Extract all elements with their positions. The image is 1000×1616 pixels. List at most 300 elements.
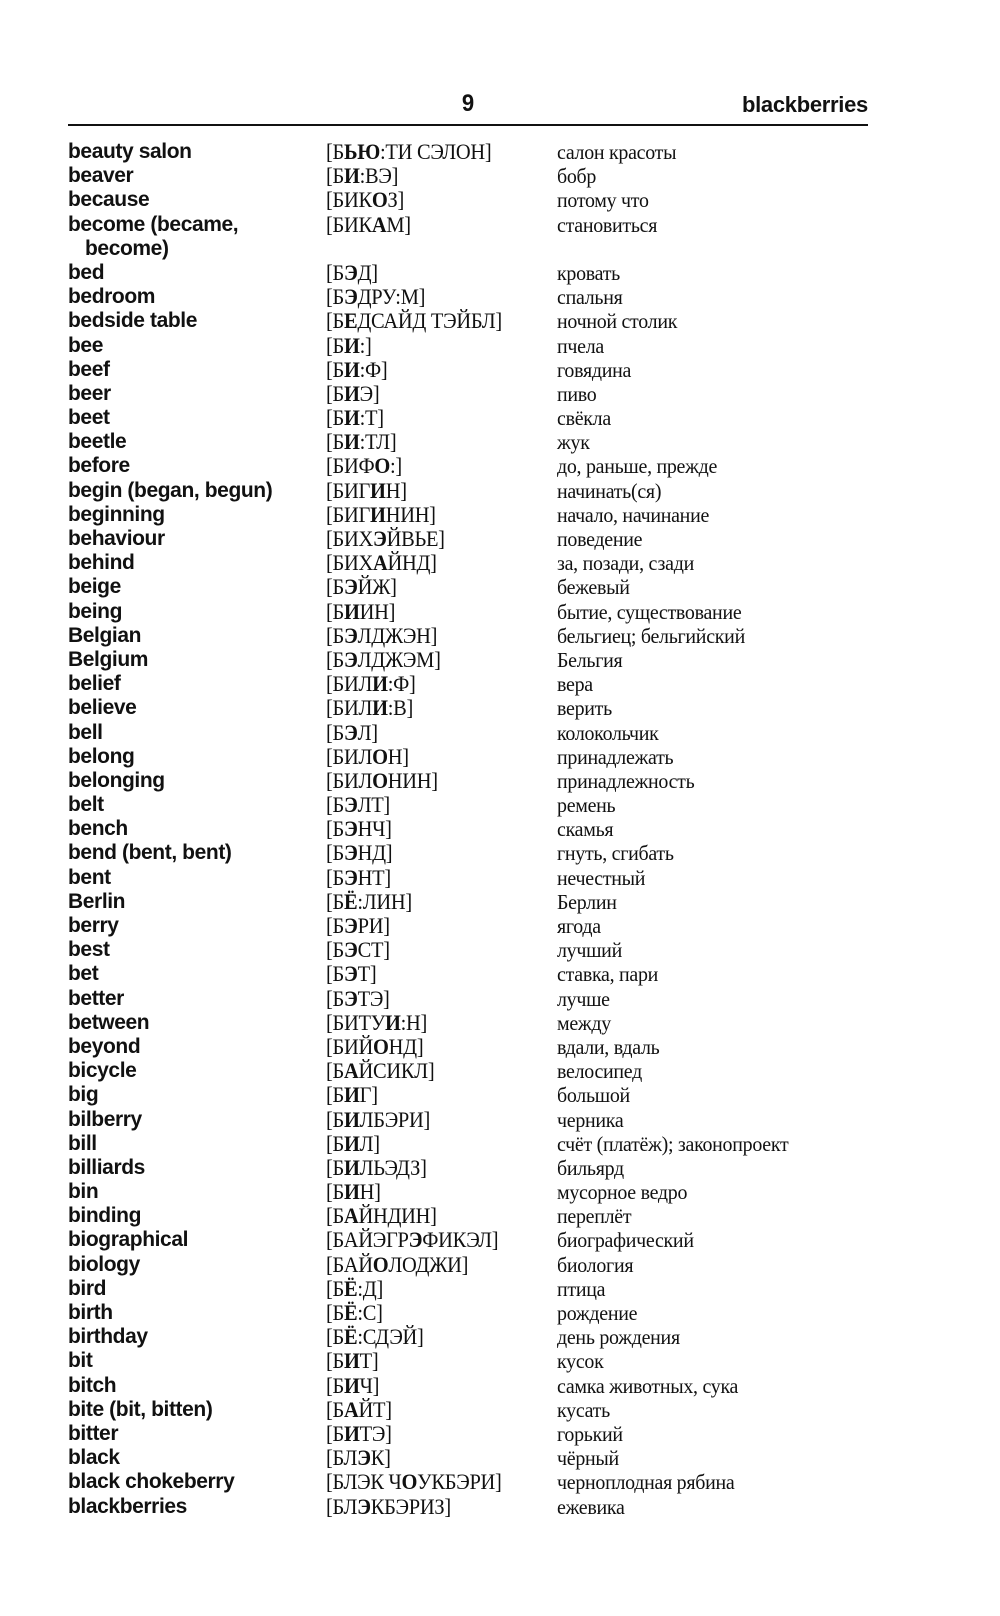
pron-before: [Б <box>326 1324 345 1350</box>
dictionary-entry <box>68 1470 948 1494</box>
pron-stressed: О <box>373 1033 389 1059</box>
pron-after: :ТИ СЭЛОН] <box>380 139 492 164</box>
dictionary-entry <box>68 600 948 624</box>
translation: спальня <box>557 285 623 310</box>
headword-text: birth <box>68 1301 113 1325</box>
translation: до, раньше, прежде <box>557 454 718 479</box>
translation: ягода <box>557 914 601 939</box>
pron-stressed: Э <box>344 985 358 1011</box>
pronunciation <box>326 454 402 478</box>
pron-stressed: И <box>384 1009 401 1035</box>
pronunciation <box>326 890 412 914</box>
headword <box>68 309 326 333</box>
pron-stressed: И <box>344 1154 360 1180</box>
pron-stressed: О <box>374 453 391 479</box>
headword-text: billiards <box>68 1155 145 1179</box>
pronunciation <box>326 479 407 503</box>
dictionary-entry <box>68 334 948 358</box>
translation: между <box>557 1010 611 1035</box>
headword-text: behaviour <box>68 527 165 551</box>
headword-text: better <box>68 986 124 1010</box>
pron-stressed: Ё <box>344 1324 358 1350</box>
pronunciation <box>326 1228 498 1252</box>
dictionary-entry <box>68 1156 948 1180</box>
dictionary-entry <box>68 309 948 333</box>
pronunciation <box>326 1422 392 1446</box>
pron-stressed: И <box>344 380 360 406</box>
translation: бытие, существование <box>557 599 742 624</box>
headword <box>68 1059 326 1083</box>
pron-after: Т] <box>357 961 377 987</box>
page-header <box>68 88 868 126</box>
headword <box>68 987 326 1011</box>
headword-text: before <box>68 454 130 478</box>
pronunciation <box>326 866 391 890</box>
dictionary-entry <box>68 745 948 769</box>
translation: пиво <box>557 381 597 406</box>
headword <box>68 188 326 212</box>
pronunciation <box>326 1108 430 1132</box>
pronunciation <box>326 406 384 430</box>
translation: биографический <box>557 1228 694 1253</box>
translation: черника <box>557 1107 624 1132</box>
pron-stressed: Э <box>373 526 387 552</box>
headword <box>68 1398 326 1422</box>
pron-before: [Б <box>326 139 345 164</box>
pron-stressed: О <box>372 743 388 769</box>
pron-before: [Б <box>326 429 345 455</box>
pron-stressed: И <box>344 1348 360 1374</box>
dictionary-entry <box>68 479 948 503</box>
headword-text: Berlin <box>68 889 126 913</box>
pron-after: :] <box>390 453 402 479</box>
pron-before: [Б <box>326 259 345 285</box>
pron-after: :В] <box>387 695 414 721</box>
dictionary-entry <box>68 1204 948 1228</box>
translation: бельгиец; бельгийский <box>557 623 745 648</box>
dictionary-entry <box>68 454 948 478</box>
pronunciation <box>326 769 438 793</box>
headword-text: bird <box>68 1276 107 1300</box>
pron-before: [Б <box>326 1396 345 1422</box>
pronunciation <box>326 648 441 672</box>
headword <box>68 1228 326 1252</box>
pron-before: [Б <box>326 1058 345 1084</box>
translation: принадлежать <box>557 744 674 769</box>
pron-before: [Б <box>326 622 345 648</box>
pron-stressed: О <box>372 767 388 793</box>
pronunciation <box>326 721 378 745</box>
dictionary-entry <box>68 987 948 1011</box>
headword-text: belt <box>68 793 104 817</box>
translation: ночной столик <box>557 309 678 334</box>
pron-before: [БАЙЭГР <box>326 1227 409 1253</box>
pron-before: [БИЛ <box>326 671 373 697</box>
pron-after: ЙТ] <box>358 1396 392 1422</box>
pronunciation <box>326 1204 437 1228</box>
pron-after: М] <box>386 211 411 237</box>
dictionary-entry <box>68 1083 948 1107</box>
pron-stressed: Э <box>344 816 358 842</box>
pron-stressed: И <box>344 429 360 455</box>
dictionary-entry <box>68 1301 948 1325</box>
pron-before: [Б <box>326 1348 345 1374</box>
headword <box>68 430 326 454</box>
dictionary-entry <box>68 866 948 890</box>
pron-after: ЛДЖЭН] <box>357 622 438 648</box>
headword-text: bilberry <box>68 1107 142 1131</box>
headword <box>68 914 326 938</box>
headword <box>68 1253 326 1277</box>
headword <box>68 841 326 865</box>
pronunciation <box>326 1132 380 1156</box>
dictionary-entry <box>68 164 948 188</box>
headword-text: beef <box>68 357 110 381</box>
pronunciation <box>326 624 437 648</box>
headword <box>68 600 326 624</box>
headword-text: bicycle <box>68 1059 137 1083</box>
pron-after: Н] <box>359 1179 381 1205</box>
pron-stressed: Э <box>344 259 358 285</box>
pron-stressed: И <box>370 501 386 527</box>
dictionary-entry <box>68 793 948 817</box>
headword <box>68 1132 326 1156</box>
pron-stressed: И <box>344 356 360 382</box>
pron-before: [Б <box>326 1275 345 1301</box>
headword-text: bin <box>68 1180 99 1204</box>
pron-stressed: О <box>401 1469 418 1495</box>
pron-before: [Б <box>326 380 345 406</box>
pron-after: ТЭ] <box>359 1420 392 1446</box>
pron-after: Л] <box>357 719 378 745</box>
pron-after: Э] <box>359 380 380 406</box>
pron-before: [БЛЭК Ч <box>326 1469 402 1495</box>
headword-text: being <box>68 599 122 623</box>
translation: горький <box>557 1421 623 1446</box>
headword <box>68 1446 326 1470</box>
pron-after: ЙВЬЕ] <box>386 526 445 552</box>
pron-before: [Б <box>326 1420 345 1446</box>
dictionary-entry <box>68 551 948 575</box>
pron-before: [Б <box>326 961 345 987</box>
dictionary-entry <box>68 285 948 309</box>
translation: бобр <box>557 164 597 189</box>
dictionary-entry <box>68 890 948 914</box>
headword <box>68 551 326 575</box>
pron-after: :СДЭЙ] <box>357 1324 424 1350</box>
pron-before: [БИК <box>326 187 372 213</box>
headword-text: between <box>68 1010 150 1034</box>
pron-before: [Б <box>326 163 345 189</box>
pron-before: [Б <box>326 1179 345 1205</box>
dictionary-entry <box>68 721 948 745</box>
translation: нечестный <box>557 865 646 890</box>
translation: вера <box>557 672 593 697</box>
headword <box>68 672 326 696</box>
pron-before: [Б <box>326 646 345 672</box>
pron-after: Н] <box>387 743 409 769</box>
pron-stressed: О <box>371 187 388 213</box>
pronunciation <box>326 938 390 962</box>
translation: ежевика <box>557 1494 625 1519</box>
translation: поведение <box>557 527 643 552</box>
headword <box>68 648 326 672</box>
pron-after: :] <box>359 332 372 358</box>
pron-stressed: Э <box>344 937 358 963</box>
headword-text: binding <box>68 1204 142 1228</box>
pron-after: УКБЭРИ] <box>417 1469 502 1495</box>
headword-text: belonging <box>68 768 165 792</box>
pron-after: ЙЖ] <box>357 574 397 600</box>
pronunciation <box>326 430 396 454</box>
headword-text: biology <box>68 1252 140 1276</box>
pron-after: ЛТ] <box>357 792 390 818</box>
headword <box>68 406 326 430</box>
headword <box>68 164 326 188</box>
dictionary-entry <box>68 1035 948 1059</box>
pron-stressed: И <box>344 598 360 624</box>
translation: ремень <box>557 793 616 818</box>
headword <box>68 938 326 962</box>
pron-before: [Б <box>326 985 345 1011</box>
headword-continuation: become) <box>85 236 169 260</box>
pronunciation <box>326 213 411 237</box>
pronunciation <box>326 358 387 382</box>
pron-before: [БИЛ <box>326 695 373 721</box>
headword <box>68 285 326 309</box>
pron-stressed: Э <box>357 1445 371 1471</box>
headword <box>68 1349 326 1373</box>
dictionary-entry <box>68 938 948 962</box>
pron-stressed: Ё <box>344 888 358 914</box>
dictionary-entry <box>68 140 948 164</box>
pron-after: Т] <box>359 1348 379 1374</box>
pronunciation <box>326 841 392 865</box>
pron-before: [БИЛ <box>326 767 373 793</box>
translation: мусорное ведро <box>557 1180 688 1205</box>
pron-after: РИ] <box>357 913 390 939</box>
pron-after: :Ф] <box>359 356 388 382</box>
pron-before: [БЛ <box>326 1445 358 1471</box>
pron-before: [Б <box>326 284 345 310</box>
headword <box>68 793 326 817</box>
pron-before: [Б <box>326 816 345 842</box>
pron-after: ФИКЭЛ] <box>422 1227 499 1253</box>
pron-before: [БАЙ <box>326 1251 373 1277</box>
headword <box>68 454 326 478</box>
dictionary-entry <box>68 382 948 406</box>
pron-stressed: И <box>344 1420 360 1446</box>
pronunciation <box>326 382 379 406</box>
pron-before: [Б <box>326 913 345 939</box>
headword <box>68 696 326 720</box>
headword <box>68 1422 326 1446</box>
headword-text: bent <box>68 865 111 889</box>
headword-text: beginning <box>68 502 165 526</box>
headword-text: bee <box>68 333 103 357</box>
headword <box>68 1011 326 1035</box>
headword <box>68 624 326 648</box>
translation: за, позади, сзади <box>557 551 694 576</box>
pronunciation <box>326 261 378 285</box>
pron-before: [Б <box>326 574 345 600</box>
pron-after: НИН] <box>387 767 438 793</box>
pron-before: [БЛ <box>326 1493 358 1519</box>
pron-after: З] <box>387 187 405 213</box>
translation: верить <box>557 696 612 721</box>
pronunciation <box>326 962 376 986</box>
headword-text: behind <box>68 551 135 575</box>
headword-text: bitter <box>68 1421 119 1445</box>
dictionary-entry <box>68 1253 948 1277</box>
translation: колокольчик <box>557 720 659 745</box>
headword <box>68 1156 326 1180</box>
headword <box>68 1301 326 1325</box>
headword-text: black chokeberry <box>68 1470 235 1494</box>
dictionary-entry <box>68 358 948 382</box>
headword <box>68 1035 326 1059</box>
pron-before: [Б <box>326 840 345 866</box>
translation: птица <box>557 1276 606 1301</box>
pron-after: Г] <box>359 1082 378 1108</box>
pron-before: [Б <box>326 1154 345 1180</box>
headword-text: bed <box>68 260 105 284</box>
pron-stressed: И <box>344 1179 360 1205</box>
translation: лучше <box>557 986 610 1011</box>
headword-text: big <box>68 1083 99 1107</box>
pron-stressed: И <box>344 1130 360 1156</box>
translation: скамья <box>557 817 614 842</box>
pron-before: [Б <box>326 356 345 382</box>
pron-before: [Б <box>326 888 345 914</box>
pron-stressed: И <box>344 1082 360 1108</box>
pron-stressed: И <box>372 671 388 697</box>
pron-after: ДРУ:М] <box>357 284 426 310</box>
pron-after: Н] <box>385 477 407 503</box>
pron-after: ДСАЙД ТЭЙБЛ] <box>357 308 502 334</box>
pron-before: [БИХ <box>326 526 374 552</box>
dictionary-entry <box>68 1228 948 1252</box>
pronunciation <box>326 1035 423 1059</box>
pron-after: ЛОДЖИ] <box>388 1251 469 1277</box>
pron-stressed: Э <box>344 913 358 939</box>
translation: бежевый <box>557 575 630 600</box>
headword <box>68 1204 326 1228</box>
dictionary-entry <box>68 406 948 430</box>
headword <box>68 962 326 986</box>
translation: счёт (платёж); законопроект <box>557 1131 789 1156</box>
pronunciation <box>326 1349 378 1373</box>
pronunciation <box>326 1156 427 1180</box>
dictionary-entry <box>68 188 948 212</box>
translation: кровать <box>557 260 620 285</box>
pron-stressed: Э <box>344 864 358 890</box>
pron-before: [Б <box>326 1203 345 1229</box>
headword <box>68 575 326 599</box>
translation: вдали, вдаль <box>557 1034 660 1059</box>
headword <box>68 1374 326 1398</box>
headword <box>68 503 326 527</box>
pron-after: ЛДЖЭМ] <box>357 646 441 672</box>
pron-after: НД] <box>388 1033 424 1059</box>
headword <box>68 527 326 551</box>
pron-after: К] <box>370 1445 391 1471</box>
pron-stressed: Е <box>344 308 358 334</box>
headword <box>68 745 326 769</box>
headword-text: beige <box>68 575 121 599</box>
headword <box>68 140 326 164</box>
translation: пчела <box>557 333 604 358</box>
pron-before: [Б <box>326 405 345 431</box>
dictionary-entry <box>68 261 948 285</box>
headword-text: Belgium <box>68 647 149 671</box>
pronunciation <box>326 1374 379 1398</box>
pronunciation <box>326 987 390 1011</box>
headword <box>68 817 326 841</box>
pron-stressed: Э <box>344 646 358 672</box>
headword <box>68 479 326 503</box>
pronunciation <box>326 285 425 309</box>
translation: Бельгия <box>557 647 623 672</box>
headword-text: bite (bit, bitten) <box>68 1397 213 1421</box>
pron-stressed: Э <box>408 1227 423 1253</box>
pron-after: СТ] <box>357 937 390 963</box>
pron-before: [Б <box>326 1372 345 1398</box>
headword-text: bedside table <box>68 309 198 333</box>
headword <box>68 382 326 406</box>
page-number: 9 <box>461 90 475 117</box>
pron-before: [БИТУ <box>326 1009 385 1035</box>
dictionary-entry <box>68 1422 948 1446</box>
headword-text: birthday <box>68 1325 148 1349</box>
pron-after: :ТЛ] <box>359 429 397 455</box>
headword <box>68 890 326 914</box>
headword-text: bit <box>68 1349 93 1373</box>
pronunciation <box>326 1011 427 1035</box>
pronunciation <box>326 696 413 720</box>
headword <box>68 1108 326 1132</box>
pron-after: :Т] <box>359 405 384 431</box>
pronunciation <box>326 1083 378 1107</box>
pron-stressed: И <box>344 163 360 189</box>
pron-before: [БИЛ <box>326 743 373 769</box>
pronunciation <box>326 914 390 938</box>
headword-text: bill <box>68 1131 97 1155</box>
pron-before: [Б <box>326 1082 345 1108</box>
translation: жук <box>557 430 590 455</box>
pron-before: [БИЙ <box>326 1033 374 1059</box>
translation: чёрный <box>557 1446 619 1471</box>
dictionary-entry <box>68 1059 948 1083</box>
headword-text: begin (began, begun) <box>68 478 273 502</box>
pron-before: [Б <box>326 308 345 334</box>
pronunciation <box>326 1446 391 1470</box>
pronunciation <box>326 1495 451 1519</box>
headword-text: believe <box>68 696 137 720</box>
headword <box>68 1495 326 1519</box>
translation: салон красоты <box>557 140 677 164</box>
headword-text: belief <box>68 672 121 696</box>
headword-text: bell <box>68 720 103 744</box>
headword-text: biographical <box>68 1228 189 1252</box>
pron-stressed: Э <box>357 1493 371 1519</box>
pron-stressed: И <box>344 1372 360 1398</box>
pron-after: :С] <box>357 1300 383 1326</box>
headword-text: beaver <box>68 164 134 188</box>
pron-before: [БИК <box>326 211 372 237</box>
headword-text: because <box>68 188 150 212</box>
headword <box>68 1180 326 1204</box>
